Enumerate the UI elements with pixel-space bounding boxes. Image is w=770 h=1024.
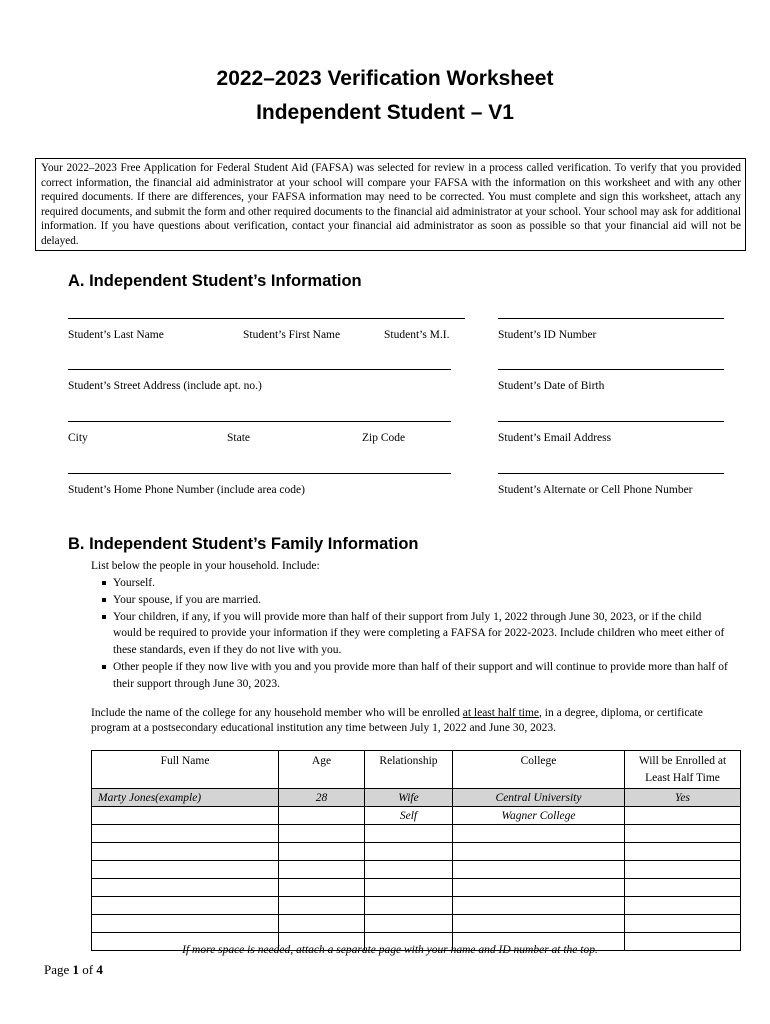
household-table [91, 750, 741, 951]
enrolled-cell[interactable] [625, 879, 741, 897]
table-header-row [92, 751, 741, 789]
relationship-cell[interactable] [365, 843, 453, 861]
header-college: College [453, 751, 625, 789]
table-row[interactable] [92, 897, 741, 915]
last-name-label: Student’s Last Name [68, 329, 164, 341]
worksheet-title: 2022–2023 Verification Worksheet [216, 67, 554, 90]
example-college-cell: Central University [453, 789, 625, 807]
example-relationship-cell: Wife [365, 789, 453, 807]
bullet-item: Yourself. [100, 575, 732, 592]
name-cell[interactable] [92, 843, 279, 861]
age-cell[interactable] [279, 843, 365, 861]
household-bullet-list [100, 575, 732, 693]
college-cell[interactable] [453, 843, 625, 861]
relationship-cell[interactable] [365, 861, 453, 879]
name-cell[interactable] [92, 897, 279, 915]
alt-phone-label: Student’s Alternate or Cell Phone Number [498, 484, 693, 496]
name-cell[interactable] [92, 861, 279, 879]
table-row[interactable] [92, 879, 741, 897]
age-cell[interactable] [279, 915, 365, 933]
relationship-cell[interactable]: Self [365, 807, 453, 825]
enrolled-cell[interactable] [625, 915, 741, 933]
bullet-item: Other people if they now live with you and you provide more than half of their support and will continue to provide more than half of their support through June 30, 2023. [100, 659, 732, 693]
example-age-cell: 28 [279, 789, 365, 807]
enrolled-cell[interactable] [625, 843, 741, 861]
header-full-name: Full Name [92, 751, 279, 789]
enrolled-cell[interactable] [625, 861, 741, 879]
enrolled-cell[interactable] [625, 897, 741, 915]
section-b-heading: B. Independent Student’s Family Information [68, 535, 419, 553]
bullet-square-icon [102, 581, 106, 585]
college-cell[interactable]: Wagner College [453, 807, 625, 825]
id-number-field-line[interactable] [498, 318, 724, 319]
household-list-intro: List below the people in your household. Include: [91, 560, 320, 572]
name-cell[interactable] [92, 825, 279, 843]
name-field-line[interactable] [68, 318, 465, 319]
example-name-cell: Marty Jones(example) [92, 789, 279, 807]
email-field-line[interactable] [498, 421, 724, 422]
city-state-zip-field-line[interactable] [68, 421, 451, 422]
relationship-cell[interactable] [365, 825, 453, 843]
home-phone-field-line[interactable] [68, 473, 451, 474]
example-enrolled-cell: Yes [625, 789, 741, 807]
bullet-square-icon [102, 665, 106, 669]
enrolled-cell[interactable] [625, 807, 741, 825]
alt-phone-field-line[interactable] [498, 473, 724, 474]
worksheet-subtitle: Independent Student – V1 [256, 101, 514, 124]
street-label: Student’s Street Address (include apt. no.) [68, 380, 262, 392]
include-instruction: Include the name of the college for any household member who will be enrolled at least half time, in a degree, diploma, or certificate program at a postsecondary educational institution any time between July 1, 2022 and June 30, 2023. [91, 707, 703, 734]
id-number-label: Student’s ID Number [498, 329, 597, 341]
relationship-cell[interactable] [365, 915, 453, 933]
header-age: Age [279, 751, 365, 789]
name-cell[interactable] [92, 807, 279, 825]
first-name-label: Student’s First Name [243, 329, 341, 341]
header-enrolled: Will be Enrolled at Least Half Time [625, 751, 741, 789]
section-a-heading: A. Independent Student’s Information [68, 272, 362, 290]
table-row[interactable] [92, 825, 741, 843]
email-label: Student’s Email Address [498, 432, 612, 444]
zip-label: Zip Code [362, 432, 406, 444]
bullet-item: Your spouse, if you are married. [100, 592, 732, 609]
dob-field-line[interactable] [498, 369, 724, 370]
page-number: Page 1 of 4 [44, 962, 103, 977]
bullet-item: Your children, if any, if you will provide more than half of their support from July 1, 2022 through June 30, 2023, or if the child would be required to provide your information if they were completing a FAFSA for 2022-2023. Include children who meet either of these standards, even if they do not live with you. [100, 609, 732, 659]
extra-space-note: If more space is needed, attach a separate page with your name and ID number at the top. [182, 944, 598, 956]
mi-label: Student’s M.I. [384, 329, 450, 341]
table-row[interactable] [92, 807, 741, 825]
college-cell[interactable] [453, 861, 625, 879]
intro-box: Your 2022–2023 Free Application for Federal Student Aid (FAFSA) was selected for review in a process called verification. To verify that you provided correct information, the financial aid administrator at your school will compare your FAFSA with the information on this worksheet and with any other required documents. If there are differences, your FAFSA information may need to be corrected. You must complete and sign this worksheet, attach any required documents, and submit the form and other required documents to the financial aid administrator at your school. Your school may ask for additional information. If you have questions about verification, contact your financial aid administrator as soon as possible so that your financial aid will not be delayed. [35, 158, 746, 251]
table-row-example [92, 789, 741, 807]
college-cell[interactable] [453, 897, 625, 915]
bullet-square-icon [102, 598, 106, 602]
age-cell[interactable] [279, 861, 365, 879]
dob-label: Student’s Date of Birth [498, 380, 605, 392]
college-cell[interactable] [453, 825, 625, 843]
city-label: City [68, 432, 88, 444]
enrolled-cell[interactable] [625, 825, 741, 843]
name-cell[interactable] [92, 915, 279, 933]
home-phone-label: Student’s Home Phone Number (include area code) [68, 484, 305, 496]
header-relationship: Relationship [365, 751, 453, 789]
relationship-cell[interactable] [365, 897, 453, 915]
state-label: State [227, 432, 250, 444]
name-cell[interactable] [92, 879, 279, 897]
relationship-cell[interactable] [365, 879, 453, 897]
age-cell[interactable] [279, 825, 365, 843]
age-cell[interactable] [279, 897, 365, 915]
bullet-square-icon [102, 615, 106, 619]
age-cell[interactable] [279, 879, 365, 897]
table-row[interactable] [92, 843, 741, 861]
table-row[interactable] [92, 861, 741, 879]
age-cell[interactable] [279, 807, 365, 825]
college-cell[interactable] [453, 879, 625, 897]
street-field-line[interactable] [68, 369, 451, 370]
table-row[interactable] [92, 915, 741, 933]
college-cell[interactable] [453, 915, 625, 933]
